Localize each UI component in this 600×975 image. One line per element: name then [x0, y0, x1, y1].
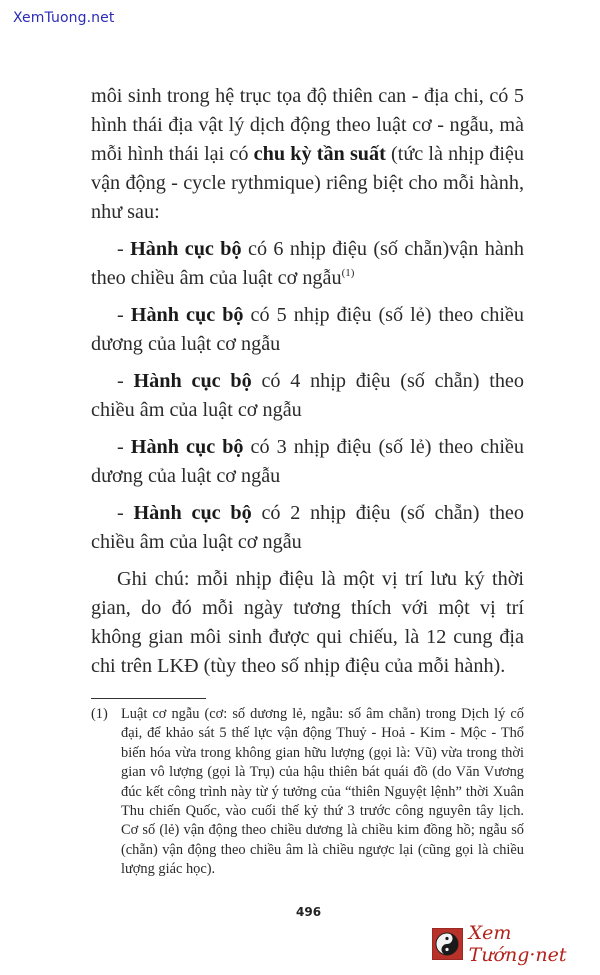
site-watermark: XemTuong.net: [13, 10, 115, 26]
site-logo[interactable]: [432, 922, 600, 966]
intro-text-end: (tức là nhịp điệu vận động - cycle rythmique) riêng biệt cho mỗi hành, như sau:: [91, 143, 524, 223]
item-text: có 5 nhịp điệu (số lẻ) theo chiều dương của luật cơ ngẫu: [91, 304, 524, 355]
item-bold: Hành cục bộ: [133, 502, 252, 524]
list-item: [91, 499, 524, 557]
item-bold: Hành cục bộ: [130, 238, 242, 260]
footnote-divider: [91, 698, 206, 699]
item-text: có 3 nhịp điệu (số lẻ) theo chiều dương của luật cơ ngẫu: [91, 436, 524, 487]
item-bold: Hành cục bộ: [130, 304, 244, 326]
item-dash: -: [117, 238, 131, 260]
footnote-text: Luật cơ ngẫu (cơ: số dương lẻ, ngẫu: số âm chẵn) trong Dịch lý cố đại, để khảo sát 5 thế lực vận động Thuỷ - Hoả - Kim - Mộc - Thổ biến hóa vừa trong không gian hữu lượng (gọi là: Vũ) vừa trong thời gian vô lượng (gọi là Trụ) của hậu thiên bát quái đồ (do Văn Vương đúc kết công trình này từ ý tưởng của “thiên Nguyệt lệnh” thời Xuân Thu chiến Quốc, vào cuối thế kỷ thứ 3 trước công nguyên tây lịch. Cơ số (lẻ) vận động theo chiều dương là chiều kim đồng hồ; ngẫu số (chẵn) vận động theo chiều âm là chiều ngược lại (cũng gọi là chiều lượng giác học).: [121, 706, 524, 878]
item-text: có 6 nhịp điệu (số chẵn)vận hành theo chiều âm của luật cơ ngẫu: [91, 238, 524, 289]
item-text: có 4 nhịp điệu (số chẵn) theo chiều âm của luật cơ ngẫu: [91, 370, 524, 421]
item-text: có 2 nhịp điệu (số chẵn) theo chiều âm của luật cơ ngẫu: [91, 502, 524, 553]
page-number: 496: [296, 905, 322, 919]
footnote-ref[interactable]: (1): [341, 267, 355, 279]
item-dash: -: [117, 436, 131, 458]
yin-yang-icon: [432, 928, 463, 960]
body-text: [91, 82, 524, 681]
intro-bold-term: chu kỳ tần suất: [253, 143, 386, 165]
list-item: [91, 433, 524, 491]
footnote-number: (1): [91, 706, 108, 722]
item-dash: -: [117, 502, 134, 524]
item-dash: -: [117, 304, 131, 326]
footnote: [91, 705, 524, 880]
list-item: [91, 367, 524, 425]
item-bold: Hành cục bộ: [133, 370, 252, 392]
item-bold: Hành cục bộ: [130, 436, 244, 458]
logo-text: Xem Tướng·net: [468, 922, 567, 966]
intro-text: môi sinh trong hệ trục tọa độ thiên can - địa chi, có 5 hình thái địa vật lý dịch động theo luật cơ - ngẫu, mà mỗi hình thái lại có: [91, 85, 524, 165]
item-dash: -: [117, 370, 134, 392]
intro-paragraph: [91, 82, 524, 227]
note-paragraph: Ghi chú: mỗi nhịp điệu là một vị trí lưu ký thời gian, do đó mỗi ngày tương thích với một vị trí không gian môi sinh được qui chiếu, là 12 cung địa chi trên LKĐ (tùy theo số nhịp điệu của mỗi hành).: [91, 568, 524, 677]
list-item: [91, 301, 524, 359]
list-item: [91, 235, 524, 293]
